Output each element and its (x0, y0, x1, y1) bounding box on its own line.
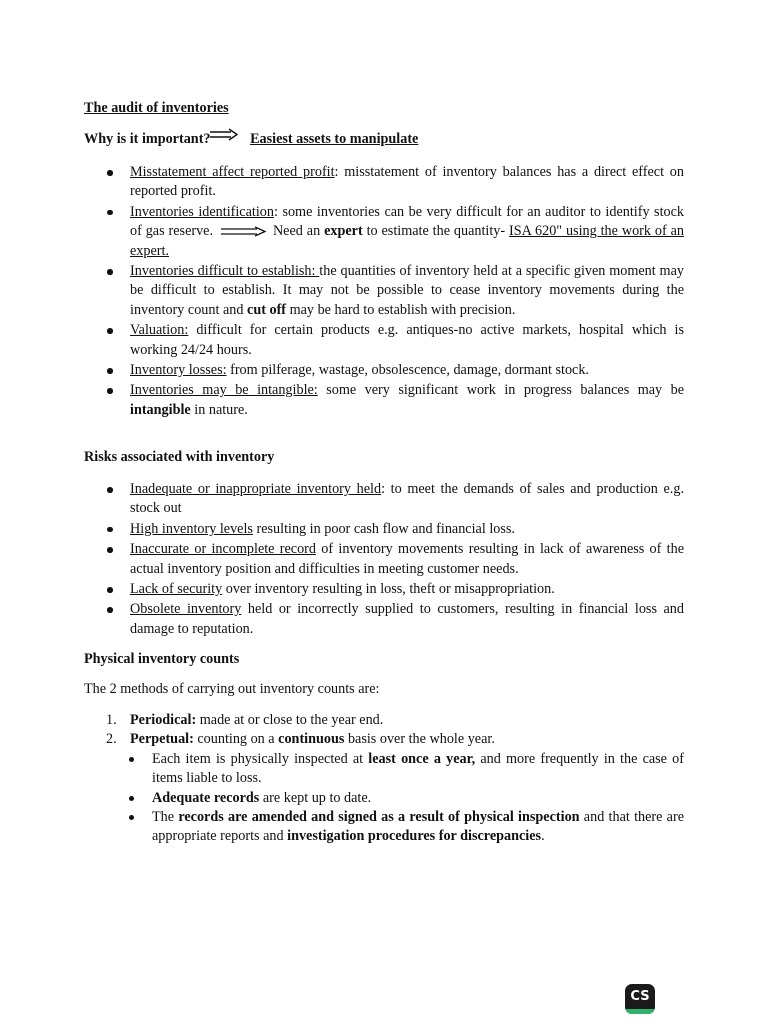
list-item-term: Obsolete inventory (130, 601, 242, 618)
methods-list (106, 711, 684, 847)
logo-accent-bar (625, 1009, 655, 1014)
right-arrow-icon (219, 226, 267, 238)
list-item: Lack of security over inventory resulting in loss, theft or misappropriation. (106, 580, 684, 599)
isa-reference: ISA 620" using the work of an expert. (130, 223, 685, 259)
document-title: The audit of inventories (84, 100, 229, 116)
risks-list (106, 480, 684, 640)
list-item: Inaccurate or incomplete record of inventory movements resulting in lack of awareness of the actual inventory position and difficulties in meeting customer needs. (106, 540, 684, 579)
list-item-term: Inaccurate or incomplete record (130, 541, 316, 558)
list-item: Inventories may be intangible: some very significant work in progress balances may be intangible in nature. (106, 381, 684, 420)
list-item: Obsolete inventory held or incorrectly supplied to customers, resulting in financial loss and damage to reputation. (106, 600, 684, 639)
camscanner-logo (625, 984, 655, 1014)
list-item-term: Valuation: (130, 322, 189, 339)
list-item: Inventory losses: from pilferage, wastage, obsolescence, damage, dormant stock. (106, 361, 684, 380)
list-item-term: Inventories may be intangible: (130, 382, 318, 399)
counts-heading: Physical inventory counts (84, 651, 240, 667)
logo-text: CS (630, 989, 650, 1004)
list-item: 2. Perpetual: counting on a continuous basis over the whole year. Each item is physically inspected at least once a year, and more frequently in the case of items liable to loss. Adequate records are kept up to date. The records are amended and signed as a result of physical inspection and that there are appropriate reports and investigation procedures for discrepancies. (106, 730, 684, 846)
list-item: High inventory levels resulting in poor cash flow and financial loss. (106, 520, 684, 539)
list-item: Inventories difficult to establish: the quantities of inventory held at a specific given moment may be difficult to establish. It may not be possible to cease inventory movements during the inventory count and cut off may be hard to establish with precision. (106, 262, 684, 320)
list-item: Each item is physically inspected at least once a year, and more frequently in the case of items liable to loss. (128, 750, 684, 789)
list-item: Inadequate or inappropriate inventory held: to meet the demands of sales and production e.g. stock out (106, 480, 684, 519)
counts-intro: The 2 methods of carrying out inventory counts are: (84, 681, 380, 697)
list-item: Valuation: difficult for certain products e.g. antiques-no active markets, hospital which is working 24/24 hours. (106, 321, 684, 360)
list-item: Inventories identification: some inventories can be very difficult for an auditor to identify stock of gas reserve. Need an expert to estimate the quantity- ISA 620" using the work of an expert. (106, 203, 684, 261)
list-item-term: High inventory levels (130, 520, 253, 537)
importance-answer: Easiest assets to manipulate (250, 131, 419, 147)
list-item: Adequate records are kept up to date. (128, 789, 684, 808)
right-arrow-icon (209, 128, 239, 142)
list-item-term: Misstatement affect reported profit (130, 164, 335, 180)
list-item-term: Inventories identification (130, 203, 274, 220)
list-item-term: Inventories difficult to establish: (130, 263, 320, 280)
list-item-term: Lack of security (130, 581, 223, 598)
risks-heading: Risks associated with inventory (84, 449, 275, 465)
importance-line (84, 130, 684, 149)
list-item: The records are amended and signed as a result of physical inspection and that there are appropriate reports and investigation procedures for discrepancies. (128, 808, 684, 847)
reasons-list (106, 163, 684, 421)
list-item-term: Inventory losses: (130, 362, 227, 379)
list-item-term: Inadequate or inappropriate inventory held (130, 481, 382, 497)
list-item: Misstatement affect reported profit: misstatement of inventory balances has a direct effect on reported profit. (106, 163, 684, 202)
importance-question: Why is it important? (84, 131, 211, 147)
list-item: 1. Periodical: made at or close to the year end. (106, 712, 384, 728)
perpetual-points (106, 750, 684, 847)
